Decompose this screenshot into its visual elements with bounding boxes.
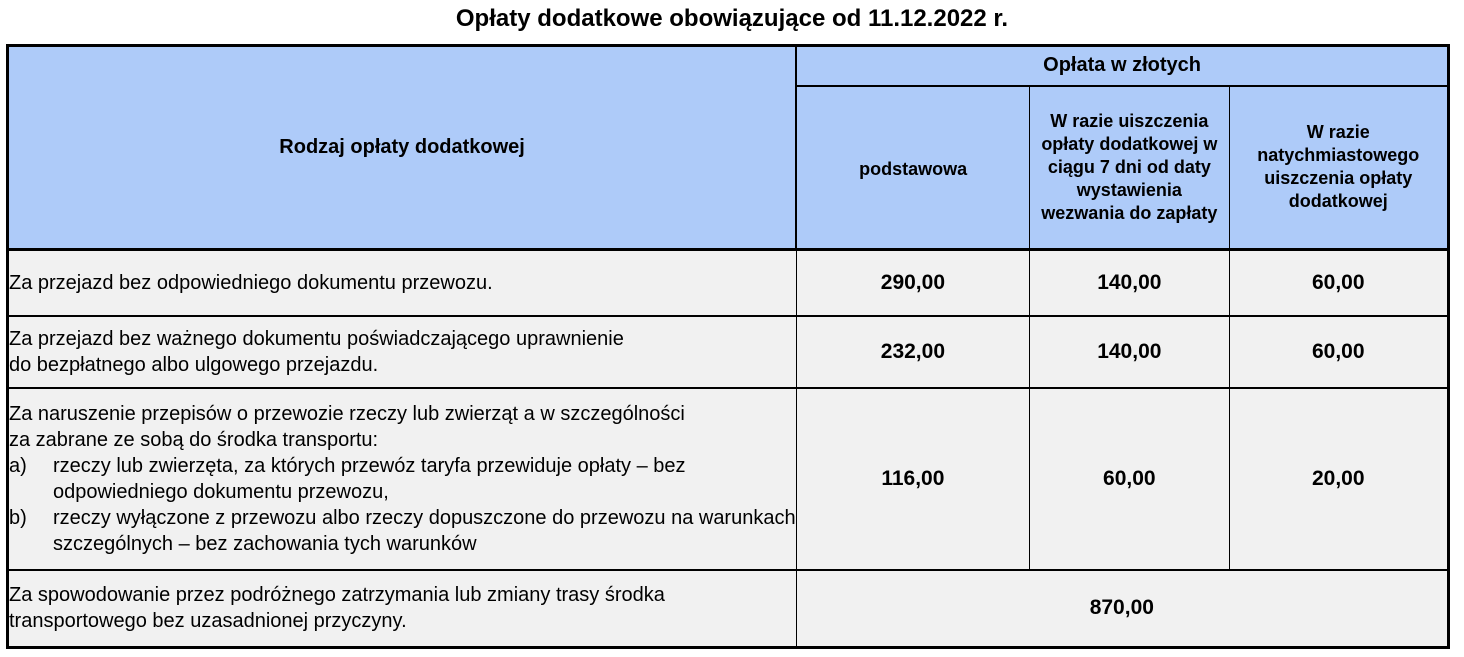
header-col-7-days: W razie uiszczenia opłaty dodatkowej w ciągu 7 dni od daty wystawienia wezwania do zapłaty bbox=[1030, 86, 1229, 250]
fee-description bbox=[8, 388, 797, 570]
fee-value-7-days: 140,00 bbox=[1030, 316, 1229, 388]
fee-value-immediate: 20,00 bbox=[1229, 388, 1448, 570]
table-row bbox=[8, 570, 1449, 648]
table-row bbox=[8, 388, 1449, 570]
fee-description: Za przejazd bez odpowiedniego dokumentu przewozu. bbox=[8, 250, 797, 316]
fee-value-7-days: 140,00 bbox=[1030, 250, 1229, 316]
table-row bbox=[8, 250, 1449, 316]
fee-value-basic: 290,00 bbox=[796, 250, 1029, 316]
list-marker: b) bbox=[9, 506, 27, 529]
table-row bbox=[8, 316, 1449, 388]
fee-description bbox=[8, 316, 797, 388]
list-item-text: rzeczy lub zwierzęta, za których przewóz taryfa przewiduje opłaty – bez odpowiedniego dokumentu przewozu, bbox=[53, 454, 686, 503]
header-col-basic: podstawowa bbox=[796, 86, 1029, 250]
fees-table bbox=[6, 44, 1450, 649]
fee-description bbox=[8, 570, 797, 648]
header-fee-type: Rodzaj opłaty dodatkowej bbox=[8, 46, 797, 250]
fee-value-merged: 870,00 bbox=[796, 570, 1448, 648]
fee-value-immediate: 60,00 bbox=[1229, 250, 1448, 316]
description-line: Za naruszenie przepisów o przewozie rzeczy lub zwierząt a w szczególności bbox=[9, 402, 685, 425]
header-col-immediate: W razie natychmiastowego uiszczenia opłaty dodatkowej bbox=[1229, 86, 1448, 250]
fee-value-basic: 116,00 bbox=[796, 388, 1029, 570]
list-marker: a) bbox=[9, 454, 27, 477]
description-line: do bezpłatnego albo ulgowego przejazdu. bbox=[9, 353, 379, 376]
fee-value-7-days: 60,00 bbox=[1030, 388, 1229, 570]
list-item bbox=[9, 453, 796, 505]
list-item bbox=[9, 505, 796, 557]
page-title: Opłaty dodatkowe obowiązujące od 11.12.2022 r. bbox=[455, 5, 1009, 32]
description-line: Za spowodowanie przez podróżnego zatrzymania lub zmiany trasy środka bbox=[9, 584, 665, 607]
list-item-text: rzeczy wyłączone z przewozu albo rzeczy dopuszczone do przewozu na warunkach szczególnych – bez zachowania tych warunków bbox=[53, 506, 796, 555]
header-fee-group: Opłata w złotych bbox=[796, 46, 1448, 86]
description-line: Za przejazd bez ważnego dokumentu poświadczającego uprawnienie bbox=[9, 327, 624, 350]
fee-value-basic: 232,00 bbox=[796, 316, 1029, 388]
header-row-top bbox=[8, 46, 1449, 86]
description-line: za zabrane ze sobą do środka transportu: bbox=[9, 428, 379, 451]
fee-value-immediate: 60,00 bbox=[1229, 316, 1448, 388]
description-line: transportowego bez uzasadnionej przyczyny. bbox=[9, 610, 407, 633]
